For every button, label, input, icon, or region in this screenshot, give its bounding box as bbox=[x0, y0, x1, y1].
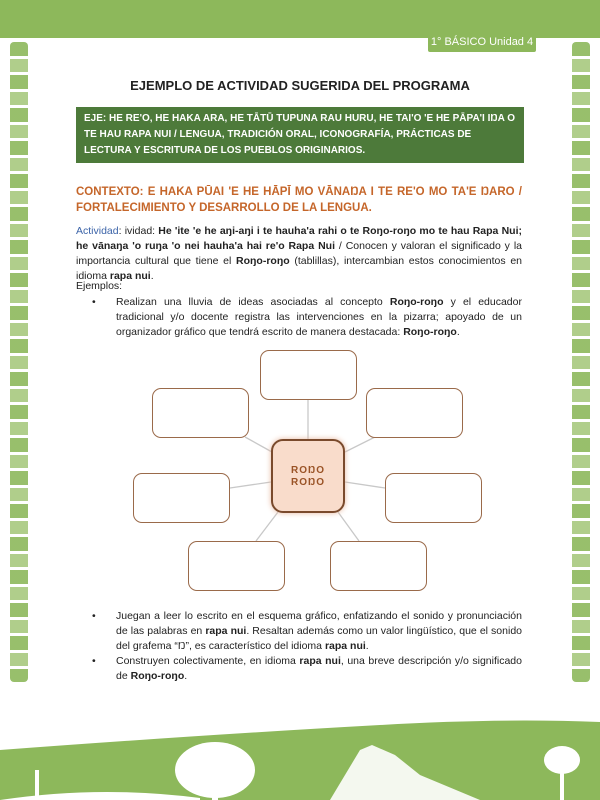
left-ornamental-border bbox=[10, 42, 28, 682]
text: Construyen colectivamente, en idioma bbox=[116, 655, 300, 667]
rapanui-text: He 'ite 'e he aŋi-aŋi i te hauha'a rahi o te Roŋo-roŋo mo te hau Rapa Nui; he vānaŋa 'o ruŋa 'o nei hauha'a hai re'o Rapa Nui bbox=[76, 225, 522, 252]
diagram-node-left bbox=[133, 473, 230, 523]
ejemplos-label: Ejemplos: bbox=[76, 280, 123, 292]
text: . bbox=[150, 270, 154, 282]
text: Realizan una lluvia de ideas asociadas al concepto bbox=[116, 296, 390, 308]
page-title: EJEMPLO DE ACTIVIDAD SUGERIDA DEL PROGRAMA bbox=[130, 78, 470, 93]
actividad-label: Actividad bbox=[76, 225, 119, 237]
right-ornamental-border bbox=[572, 42, 590, 682]
contexto-heading: CONTEXTO: E HAKA PŪAI 'E HE HĀPĪ MO VĀNAŊA I TE RE'O MO TA'E ŊARO / FORTALECIMIENTO Y DESARROLLO DE LA LENGUA. bbox=[76, 186, 522, 214]
bold-term: Roŋo-roŋo bbox=[389, 296, 444, 308]
text: . bbox=[184, 670, 188, 682]
diagram-center-node bbox=[271, 439, 345, 513]
diagram-node-top-right bbox=[366, 388, 463, 438]
bold-term: rapa nui bbox=[109, 270, 151, 282]
center-label-line2: ROŊO bbox=[290, 477, 325, 488]
diagram-node-right bbox=[385, 473, 482, 523]
bold-term: rapa nui bbox=[324, 640, 366, 652]
text: . bbox=[365, 640, 369, 652]
eje-box: EJE: HE RE'O, HE HAKA ARA, HE TĀTŪ TUPUNA RAU HURU, HE TAI'O 'E HE PĀPA'I IŊA O TE HAU RAPA NUI / LENGUA, TRADICIÓN ORAL, ICONOGRAFÍA, PRÁCTICAS DE LECTURA Y ESCRITURA DE LOS PUEBLOS ORIGINARIOS. bbox=[76, 107, 524, 163]
center-label-line1: ROŊO bbox=[290, 465, 325, 476]
text: Juegan a leer lo escrito en el esquema gráfico, enfatizando el sonido y pronunciación de las palabras en bbox=[116, 610, 522, 637]
landscape-footer-illustration bbox=[0, 710, 600, 800]
text: , una breve descripción y/o significado de bbox=[116, 655, 522, 682]
actividad-paragraph bbox=[76, 224, 522, 284]
diagram-node-bottom-left bbox=[188, 541, 285, 591]
text: . bbox=[456, 326, 460, 338]
text: (tablillas), intercambian estos conocimientos en idioma bbox=[76, 255, 522, 282]
diagram-node-top bbox=[260, 350, 357, 400]
bold-term: Roŋo-roŋo bbox=[403, 326, 457, 338]
bullet-item bbox=[92, 295, 522, 340]
bold-term: Roŋo-roŋo bbox=[130, 670, 185, 682]
bullet-item bbox=[92, 609, 522, 654]
text: / Conocen y valoran el significado y la importancia cultural que tiene el bbox=[76, 240, 523, 267]
text: : ividad: bbox=[118, 225, 159, 237]
diagram-node-bottom-right bbox=[330, 541, 427, 591]
bold-term: Roŋo-roŋo bbox=[236, 255, 290, 267]
text: y el educador tradicional y/o docente registra las intervenciones en la pizarra; apoyado de un organizador gráfico que tendrá escrito de manera destacada: bbox=[116, 296, 522, 338]
bold-term: rapa nui bbox=[205, 625, 247, 637]
diagram-node-top-left bbox=[152, 388, 249, 438]
bold-term: rapa nui bbox=[299, 655, 341, 667]
grade-unit-badge: 1° BÁSICO Unidad 4 bbox=[428, 32, 536, 52]
text: . Resaltan además como un valor lingüístico, que el sonido del grafema “Ŋ”, es característico del idioma bbox=[116, 625, 522, 652]
bullet-item bbox=[92, 654, 522, 684]
